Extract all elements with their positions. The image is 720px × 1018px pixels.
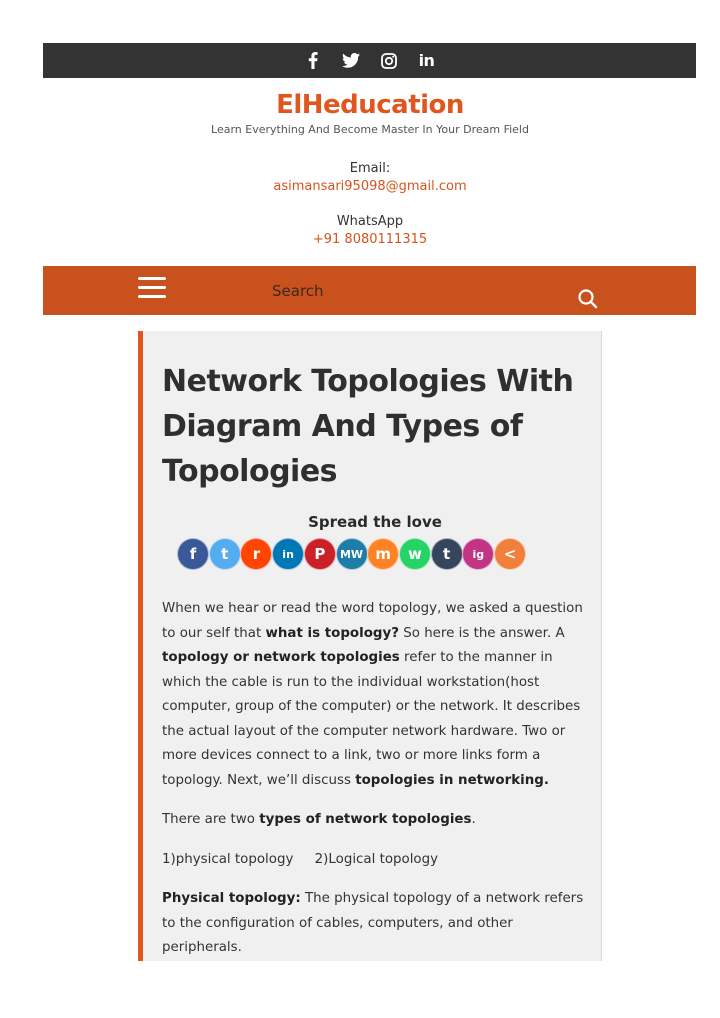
- menu-icon[interactable]: [138, 277, 166, 299]
- text-span: When we hear or read the word topology, we asked a question to our self that: [162, 601, 583, 641]
- linkedin-share-icon[interactable]: in: [272, 538, 304, 570]
- instagram-share-icon[interactable]: ig: [462, 538, 494, 570]
- social-bar: [43, 43, 696, 78]
- types-paragraph: [162, 808, 594, 833]
- whatsapp-share-icon[interactable]: w: [399, 538, 431, 570]
- article-title: Network Topologies With Diagram And Types of Topologies: [162, 364, 574, 489]
- whatsapp-label: WhatsApp: [336, 214, 404, 229]
- topology-list-paragraph: 1)physical topology 2)Logical topology: [162, 851, 439, 867]
- pinterest-share-icon[interactable]: P: [304, 538, 336, 570]
- intro-paragraph: [162, 597, 594, 793]
- share-buttons: [177, 538, 526, 570]
- article-card: [138, 331, 602, 961]
- search-input[interactable]: [272, 282, 532, 300]
- instagram-icon[interactable]: [379, 51, 399, 71]
- email-link[interactable]: asimansari95098@gmail.com: [273, 179, 467, 194]
- facebook-icon[interactable]: [303, 51, 323, 71]
- bold-span: topology or network topologies: [162, 650, 400, 665]
- text-span: There are two: [162, 812, 260, 827]
- linkedin-icon[interactable]: in: [418, 51, 435, 70]
- text-span: .: [471, 812, 476, 827]
- article-body: [162, 597, 594, 961]
- site-header: [0, 90, 720, 136]
- text-span: The physical topology of a network refers to the configuration of cables, computers, and other peripherals.: [162, 891, 584, 955]
- tumblr-share-icon[interactable]: t: [431, 538, 463, 570]
- spread-the-love-label: Spread the love: [308, 513, 442, 531]
- email-label: Email:: [349, 161, 391, 176]
- site-tagline: Learn Everything And Become Master In Your Dream Field: [211, 123, 529, 136]
- search-icon[interactable]: [577, 288, 601, 312]
- twitter-share-icon[interactable]: t: [209, 538, 241, 570]
- physical-topology-paragraph: [162, 887, 594, 961]
- share-share-icon[interactable]: <: [494, 538, 526, 570]
- mewe-share-icon[interactable]: MW: [336, 538, 368, 570]
- twitter-icon[interactable]: [341, 51, 361, 71]
- site-title[interactable]: ElHeducation: [276, 90, 464, 120]
- bold-span: topologies in networking.: [355, 772, 549, 788]
- bold-span: what is topology?: [265, 625, 399, 641]
- text-span: So here is the answer. A: [398, 625, 565, 641]
- whatsapp-contact: [0, 214, 720, 247]
- bold-span: types of network topologies: [259, 812, 472, 827]
- mix-share-icon[interactable]: m: [367, 538, 399, 570]
- email-contact: [0, 161, 720, 194]
- main-navbar: [43, 266, 696, 315]
- text-span: refer to the manner in which the cable is run to the individual workstation(host computer, group of the computer) or the network. It describes the actual layout of the computer network hardware. Two or more devices connect to a link, two or more links form a topology. Next, we’ll discuss: [162, 650, 581, 788]
- bold-span: Physical topology:: [162, 891, 301, 906]
- facebook-share-icon[interactable]: f: [177, 538, 209, 570]
- whatsapp-link[interactable]: +91 8080111315: [312, 232, 428, 247]
- reddit-share-icon[interactable]: r: [240, 538, 272, 570]
